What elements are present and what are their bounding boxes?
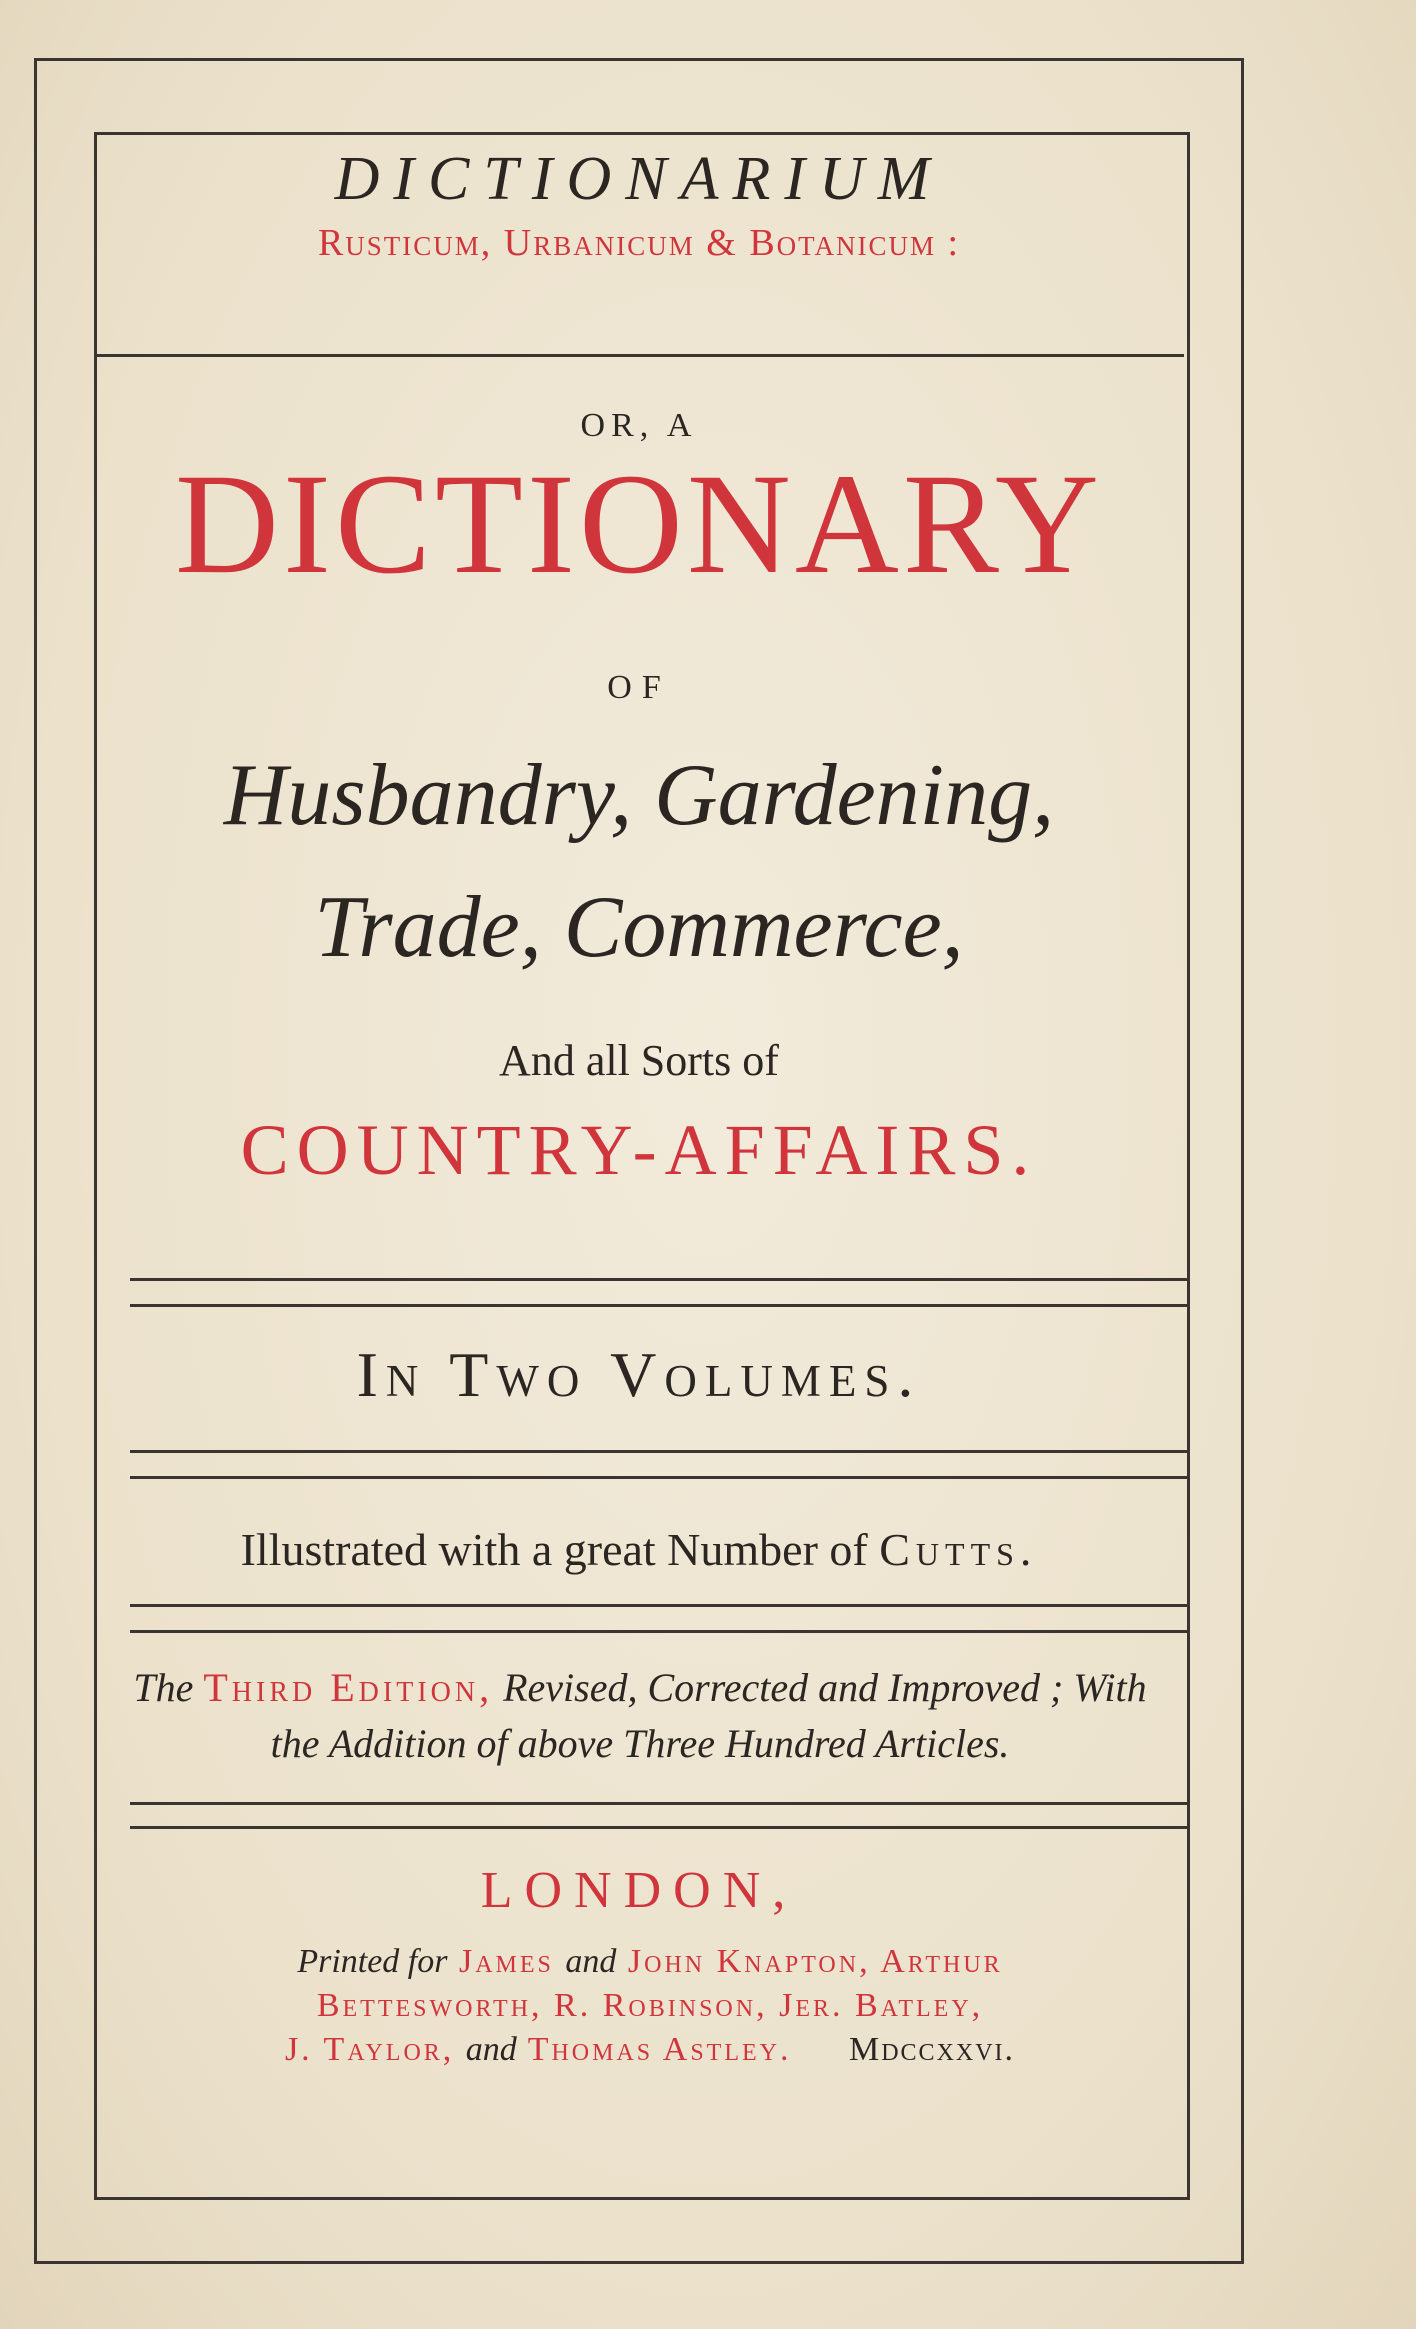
- imprint-row-3: [110, 2028, 1190, 2072]
- rule-3b: [130, 1476, 1190, 1479]
- imprint: [110, 1940, 1190, 2072]
- edition-statement: [110, 1660, 1170, 1772]
- illustrated-text: Illustrated with a great Number of: [240, 1524, 868, 1575]
- imprint-date: Mdccxxvi.: [848, 2031, 1016, 2068]
- imprint-line1-rest: John Knapton, Arthur: [627, 1943, 1003, 1980]
- imprint-row-1: [110, 1940, 1190, 1984]
- edition-rest: Revised, Corrected and Improved ; With the Addition of above Three Hundred Articles.: [270, 1665, 1147, 1766]
- rule-3: [130, 1450, 1190, 1453]
- cutts: Cutts.: [879, 1524, 1038, 1575]
- or-a: OR, A: [580, 407, 698, 444]
- rule-2: [130, 1278, 1190, 1281]
- main-title: DICTIONARY: [175, 445, 1103, 604]
- of-line: OF: [607, 669, 671, 706]
- latin-title: DICTIONARIUM: [334, 145, 944, 213]
- london: LONDON,: [480, 1862, 798, 1919]
- imprint-taylor: J. Taylor,: [284, 2031, 455, 2068]
- edition-number: Third Edition,: [203, 1665, 494, 1710]
- country-affairs: COUNTRY-AFFAIRS.: [240, 1110, 1038, 1190]
- rule-1: [94, 354, 1184, 357]
- subjects-line-1: Husbandry, Gardening,: [223, 747, 1055, 844]
- subjects-line-2: Trade, Commerce,: [314, 879, 964, 976]
- and-all-sorts: And all Sorts of: [499, 1036, 779, 1085]
- rule-4b: [130, 1630, 1190, 1633]
- imprint-row-2: Bettesworth, R. Robinson, Jer. Batley,: [316, 1987, 984, 2024]
- imprint-james: James: [458, 1943, 554, 1980]
- edition-the: The: [133, 1665, 194, 1710]
- printed-for: Printed for: [297, 1943, 448, 1980]
- volumes: In Two Volumes.: [356, 1339, 922, 1410]
- imprint-astley: Thomas Astley.: [527, 2031, 792, 2068]
- latin-subtitle: Rusticum, Urbanicum & Botanicum :: [317, 222, 961, 264]
- rule-4: [130, 1604, 1190, 1607]
- rule-5b: [130, 1826, 1190, 1829]
- imprint-and-1: and: [565, 1943, 617, 1980]
- illustrated-line: [94, 1524, 1184, 1576]
- imprint-and-2: and: [465, 2031, 517, 2068]
- rule-2b: [130, 1304, 1190, 1307]
- rule-5: [130, 1802, 1190, 1805]
